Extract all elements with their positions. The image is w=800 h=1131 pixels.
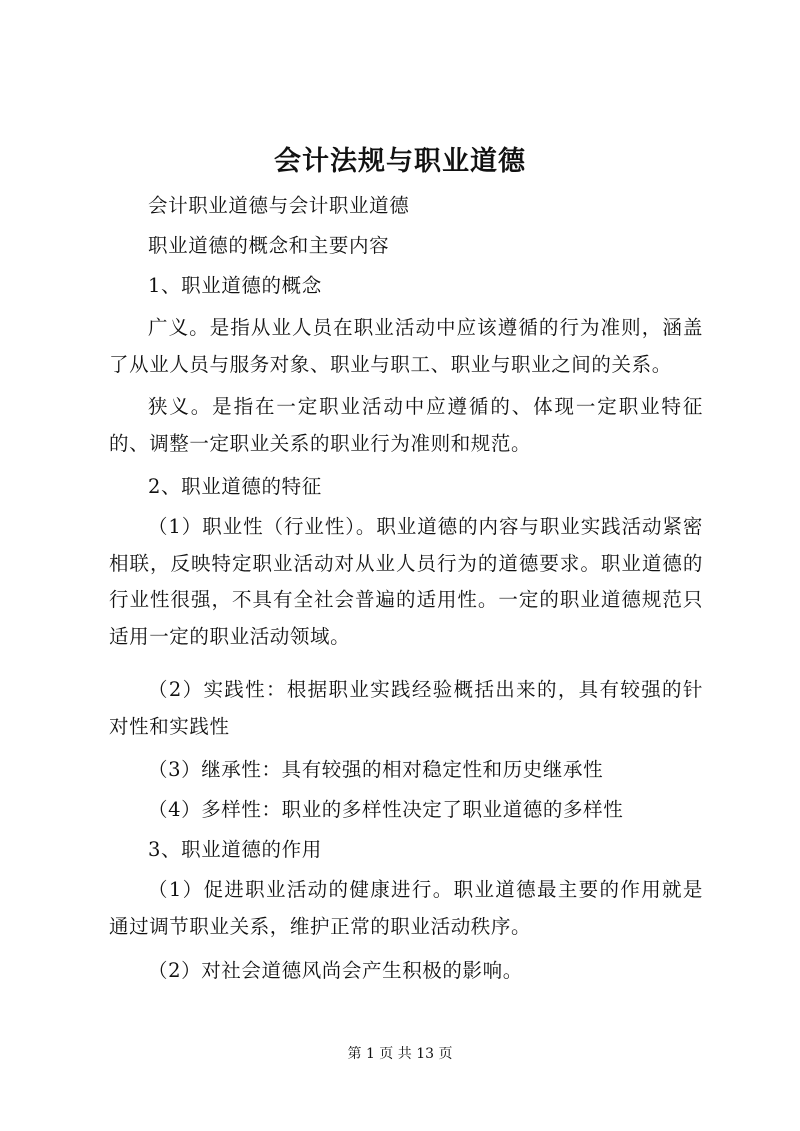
paragraph: 狭义。是指在一定职业活动中应遵循的、体现一定职业特征的、调整一定职业关系的职业行为准则和规范。 bbox=[109, 395, 703, 455]
paragraph: 职业道德的概念和主要内容 bbox=[148, 234, 390, 257]
paragraph: （2）实践性：根据职业实践经验概括出来的，具有较强的针对性和实践性 bbox=[109, 678, 703, 738]
section-heading: 3、职业道德的作用 bbox=[148, 838, 322, 861]
paragraph: （4）多样性：职业的多样性决定了职业道德的多样性 bbox=[148, 798, 624, 821]
paragraph: （3）继承性：具有较强的相对稳定性和历史继承性 bbox=[148, 758, 604, 781]
section-heading: 1、职业道德的概念 bbox=[148, 274, 322, 297]
paragraph: （1）职业性（行业性）。职业道德的内容与职业实践活动紧密相联，反映特定职业活动对从业人员行为的道德要求。职业道德的行业性很强，不具有全社会普遍的适用性。一定的职业道德规范只适用一定的职业活动领域。 bbox=[109, 515, 703, 648]
page-number: 第 1 页 共 13 页 bbox=[347, 1046, 453, 1062]
paragraph: 广义。是指从业人员在职业活动中应该遵循的行为准则，涵盖了从业人员与服务对象、职业与职工、职业与职业之间的关系。 bbox=[109, 316, 703, 376]
document-title: 会计法规与职业道德 bbox=[274, 146, 526, 177]
section-heading: 2、职业道德的特征 bbox=[148, 475, 322, 498]
paragraph: 会计职业道德与会计职业道德 bbox=[148, 194, 410, 217]
paragraph: （1）促进职业活动的健康进行。职业道德最主要的作用就是通过调节职业关系，维护正常的职业活动秩序。 bbox=[109, 878, 703, 938]
paragraph: （2）对社会道德风尚会产生积极的影响。 bbox=[148, 959, 523, 982]
